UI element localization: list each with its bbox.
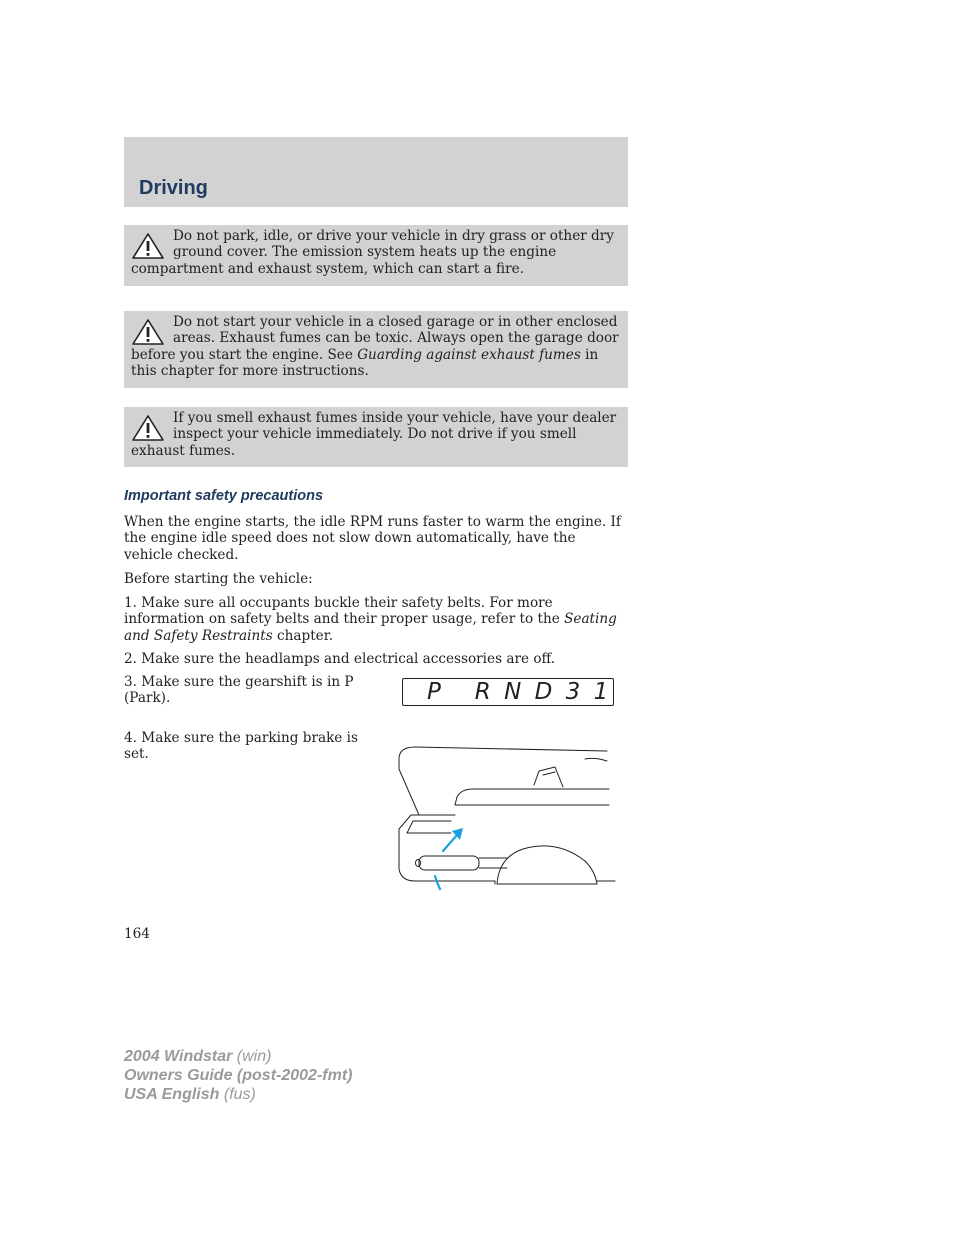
- step-3: 3. Make sure the gearshift is in P (Park).: [124, 674, 354, 707]
- step-4: 4. Make sure the parking brake is set.: [124, 730, 358, 763]
- warning-text: If you smell exhaust fumes inside your vehicle, have your dealer inspect your vehicle immediately. Do not drive if you smell exhaust fumes.: [131, 410, 617, 459]
- gear-indicator-display: P R N D 3 1: [402, 678, 614, 706]
- warning-triangle-icon: [131, 318, 165, 346]
- cross-reference-link: Seating and Safety Restraints: [124, 611, 617, 644]
- warning-box-dry-grass: [124, 225, 628, 286]
- section-header-band: [124, 137, 628, 207]
- step-2: 2. Make sure the headlamps and electrical accessories are off.: [124, 651, 556, 667]
- document-footer: [124, 1047, 352, 1104]
- section-title: Driving: [139, 177, 208, 199]
- warning-triangle-icon: [131, 414, 165, 442]
- warning-box-closed-garage: [124, 311, 628, 388]
- body-paragraph: When the engine starts, the idle RPM runs faster to warm the engine. If the engine idle speed does not slow down automatically, have the vehicle checked.: [124, 514, 621, 563]
- cross-reference-link: Guarding against exhaust fumes: [357, 346, 581, 363]
- footer-line-1: 2004 Windstar (win): [124, 1048, 272, 1065]
- page-number: 164: [124, 926, 150, 942]
- warning-text: Do not start your vehicle in a closed garage or in other enclosed areas. Exhaust fumes can be toxic. Always open the garage door before you start the engine. See Guarding against exhaust fumes in this chapter for more instructions.: [131, 314, 619, 380]
- warning-text: Do not park, idle, or drive your vehicle in dry grass or other dry ground cover. The emission system heats up the engine compartment and exhaust system, which can start a fire.: [131, 228, 614, 277]
- footer-line-2: Owners Guide (post-2002-fmt): [124, 1067, 353, 1084]
- parking-brake-illustration: [395, 745, 617, 893]
- body-paragraph: Before starting the vehicle:: [124, 571, 313, 587]
- warning-box-exhaust-smell: [124, 407, 628, 467]
- footer-line-3: USA English (fus): [124, 1086, 256, 1103]
- step-1: 1. Make sure all occupants buckle their safety belts. For more information on safety belts and their proper usage, refer to the Seating and Safety Restraints chapter.: [124, 595, 617, 644]
- warning-triangle-icon: [131, 232, 165, 260]
- subheading: Important safety precautions: [124, 488, 324, 504]
